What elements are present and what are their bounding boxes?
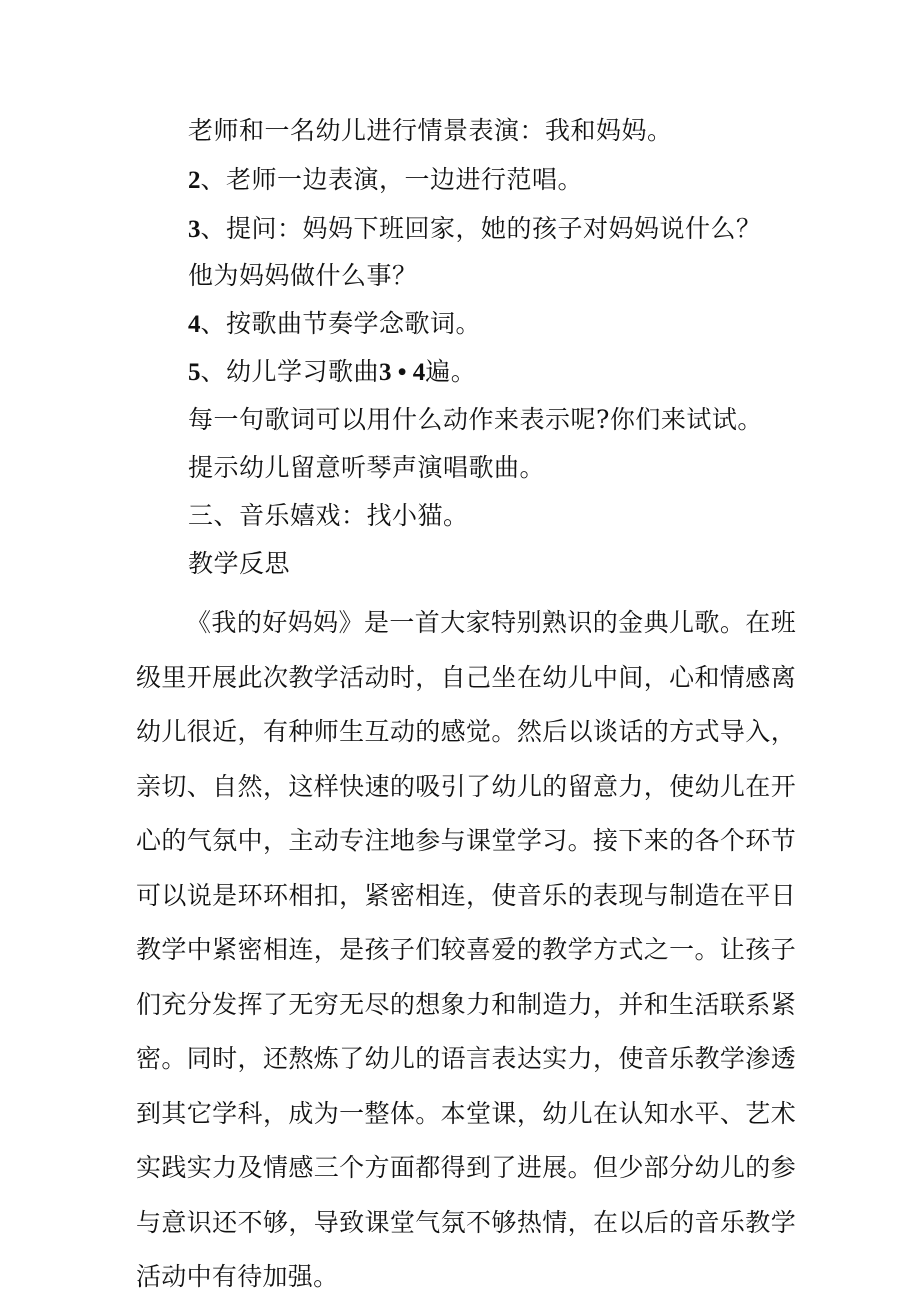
section-three-heading: [188, 501, 469, 531]
section-three-text: 三、音乐嬉戏：找小猫。: [188, 501, 469, 530]
reflection-heading: [188, 549, 290, 579]
reflection-paragraph: 《我的好妈妈》是一首大家特别熟识的金典儿歌。在班级里开展此次教学活动时，自己坐在幼儿中间，心和情感离幼儿很近，有种师生互动的感觉。然后以谈话的方式导入，亲切、自然，这样快速的吸引了幼儿的留意力，使幼儿在开心的气氛中，主动专注地参与课堂学习。接下来的各个环节可以说是环环相扣，紧密相连，使音乐的表现与制造在平日教学中紧密相连，是孩子们较喜爱的教学方式之一。让孩子们充分发挥了无穷无尽的想象力和制造力，并和生活联系紧密。同时，还熬炼了幼儿的语言表达实力，使音乐教学渗透到其它学科，成为一整体。本堂课，幼儿在认知水平、艺术实践实力及情感三个方面都得到了进展。但少部分幼儿的参与意识还不够，导致课堂气氛不够热情，在以后的音乐教学活动中有待加强。: [136, 608, 796, 1291]
action-question-text: 每一句歌词可以用什么动作来表示呢?你们来试试。: [188, 405, 763, 434]
intro-text: 老师和一名幼儿进行情景表演：我和妈妈。: [188, 116, 673, 145]
step-text: 、按歌曲节奏学念歌词。: [200, 309, 482, 338]
intro-line: [188, 116, 673, 146]
step-number: 3: [188, 216, 201, 243]
step-number: 5: [188, 359, 201, 386]
step-5-line: [188, 357, 476, 388]
step-3-line: [188, 214, 762, 245]
step-text: 、提问：妈妈下班回家，她的孩子对妈妈说什么？: [200, 214, 762, 243]
question-text: 他为妈妈做什么事？: [188, 261, 418, 290]
step-2-line: [188, 165, 583, 196]
step-4-line: [188, 309, 481, 340]
repeat-count: 3 • 4: [379, 359, 426, 386]
question-continuation-line: [188, 261, 418, 291]
step-number: 2: [188, 167, 201, 194]
step-text: 、幼儿学习歌曲: [200, 357, 380, 386]
step-text-end: 遍。: [425, 357, 477, 386]
hint-line: [188, 453, 545, 483]
action-question-line: [188, 405, 763, 435]
reflection-heading-text: 教学反思: [188, 549, 291, 578]
hint-text: 提示幼儿留意听琴声演唱歌曲。: [188, 453, 546, 482]
step-number: 4: [188, 311, 201, 338]
step-text: 、老师一边表演，一边进行范唱。: [200, 165, 584, 194]
